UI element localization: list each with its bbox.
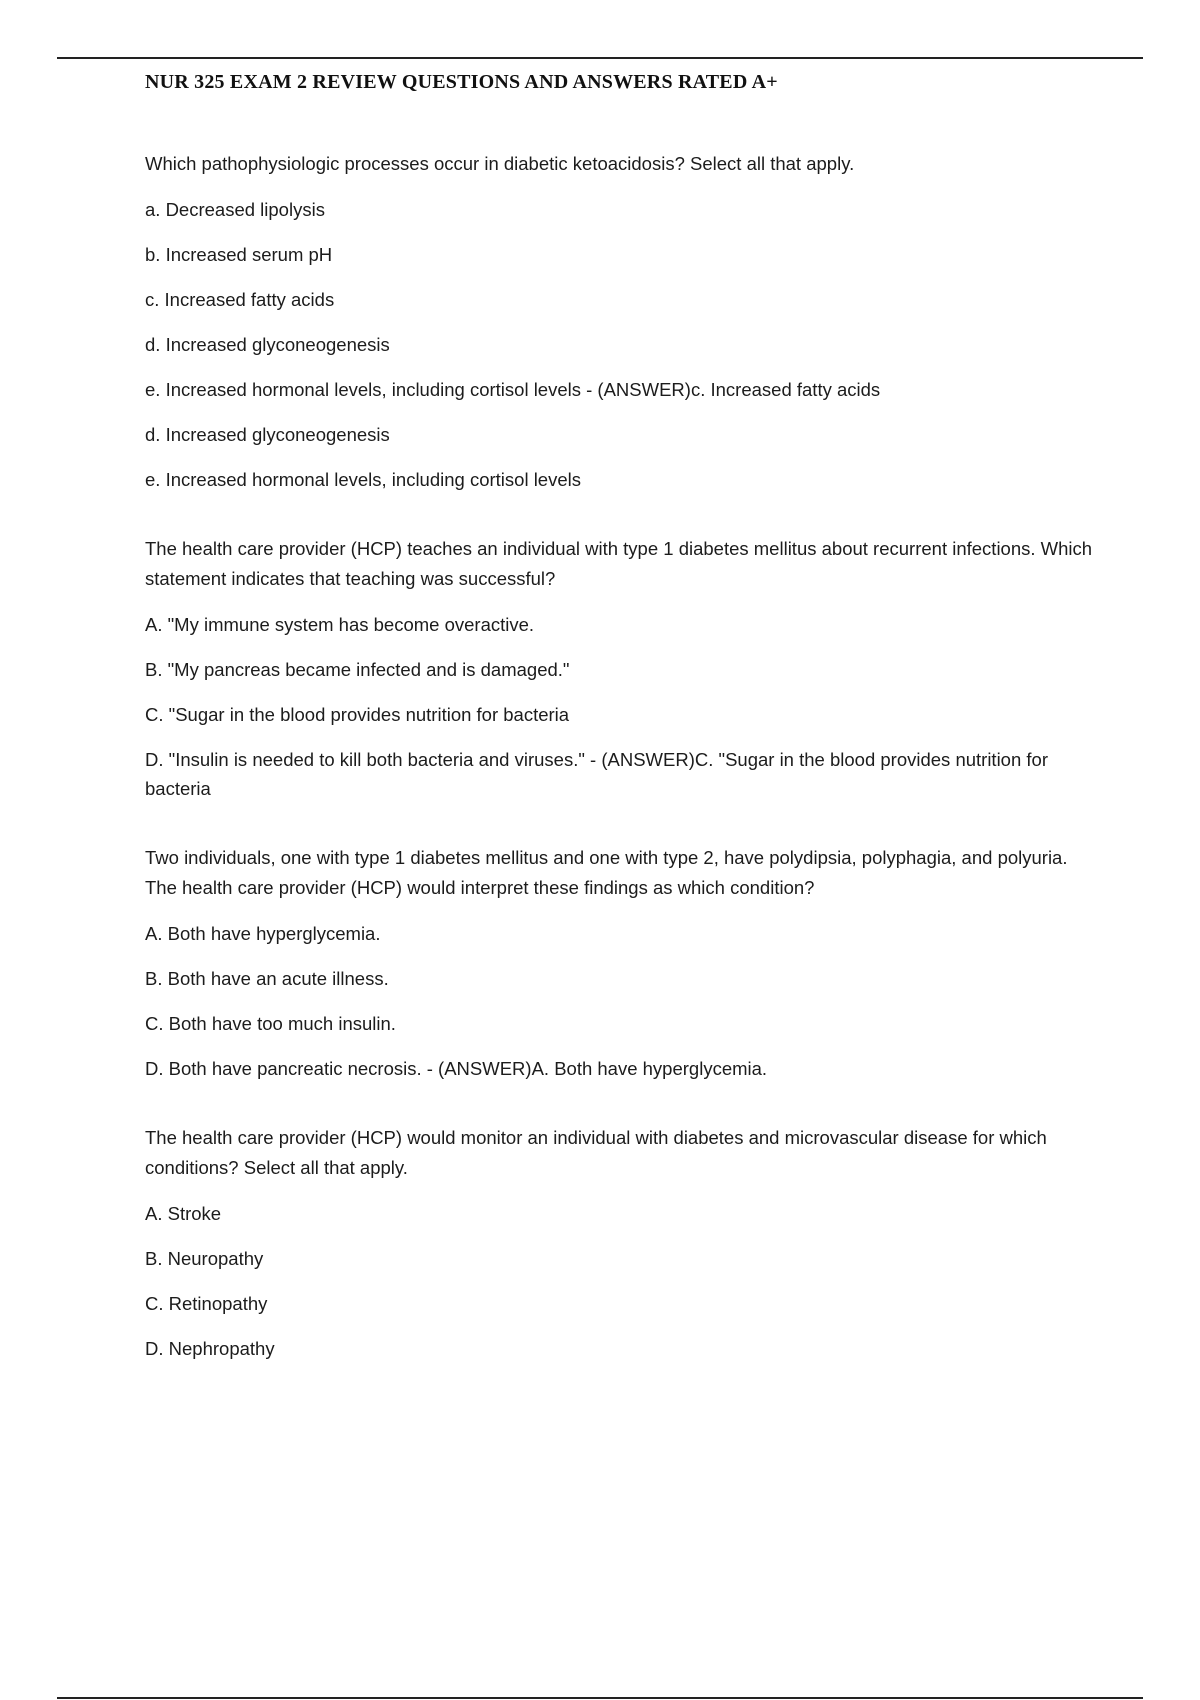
answer-option: A. Stroke	[145, 1203, 222, 1224]
answer-option: A. Both have hyperglycemia.	[145, 923, 381, 944]
answer-option: D. "Insulin is needed to kill both bacteria and viruses." - (ANSWER)C. "Sugar in the blood provides nutrition for bacteria	[145, 749, 1048, 799]
answer-option: d. Increased glyconeogenesis	[145, 334, 390, 355]
answer-option: e. Increased hormonal levels, including cortisol levels - (ANSWER)c. Increased fatty acids	[145, 379, 881, 400]
answer-option: B. Both have an acute illness.	[145, 968, 389, 989]
answer-option: B. "My pancreas became infected and is damaged."	[145, 659, 570, 680]
answer-option: c. Increased fatty acids	[145, 289, 335, 310]
answer-option: d. Increased glyconeogenesis	[145, 424, 390, 445]
answer-option: C. "Sugar in the blood provides nutrition for bacteria	[145, 704, 570, 725]
document-body	[145, 149, 1095, 1403]
answer-option: D. Nephropathy	[145, 1338, 275, 1359]
question-text: The health care provider (HCP) teaches an individual with type 1 diabetes mellitus about recurrent infections. Which statement indicates that teaching was successful?	[145, 538, 1093, 589]
question-text: Two individuals, one with type 1 diabetes mellitus and one with type 2, have polydipsia, polyphagia, and polyuria. The health care provider (HCP) would interpret these findings as which condition?	[145, 847, 1068, 898]
answer-option: e. Increased hormonal levels, including cortisol levels	[145, 469, 581, 490]
answer-option: A. "My immune system has become overactive.	[145, 614, 535, 635]
footer-rule	[57, 1697, 1143, 1699]
answer-option: C. Both have too much insulin.	[145, 1013, 396, 1034]
question-block-4	[145, 1123, 1095, 1363]
question-text: The health care provider (HCP) would monitor an individual with diabetes and microvascular disease for which conditions? Select all that apply.	[145, 1127, 1047, 1178]
question-block-3	[145, 843, 1095, 1083]
document-title: NUR 325 EXAM 2 REVIEW QUESTIONS AND ANSWERS RATED A+	[145, 71, 778, 93]
answer-option: a. Decreased lipolysis	[145, 199, 325, 220]
question-text: Which pathophysiologic processes occur in diabetic ketoacidosis? Select all that apply.	[145, 153, 855, 174]
answer-option: D. Both have pancreatic necrosis. - (ANSWER)A. Both have hyperglycemia.	[145, 1058, 768, 1079]
answer-option: C. Retinopathy	[145, 1293, 268, 1314]
header-rule	[57, 57, 1143, 59]
question-block-1	[145, 149, 1095, 494]
question-block-2	[145, 534, 1095, 803]
answer-option: B. Neuropathy	[145, 1248, 264, 1269]
answer-option: b. Increased serum pH	[145, 244, 333, 265]
